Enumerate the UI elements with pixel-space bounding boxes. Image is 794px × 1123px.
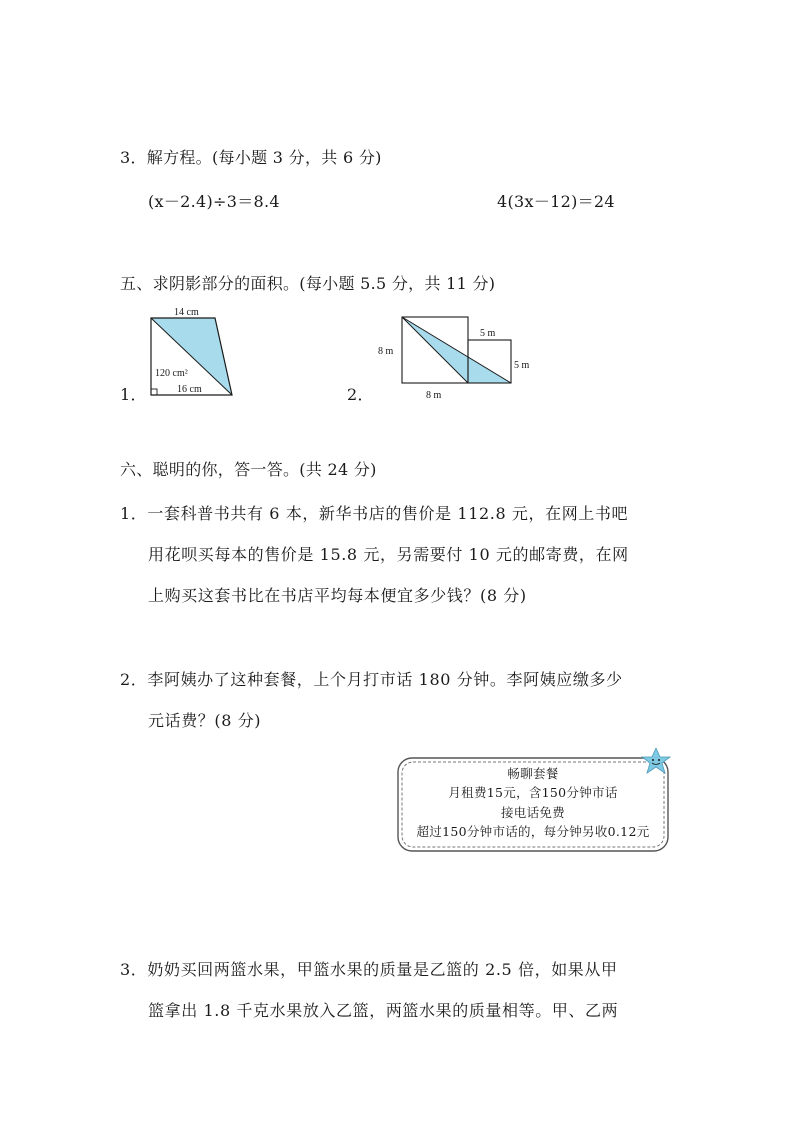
label-left: 8 m [378,346,394,357]
equation-2: 4(3x－12)＝24 [497,192,615,211]
problem-3-line-2: 篮拿出 1.8 千克水果放入乙篮，两篮水果的质量相等。甲、乙两 [148,1001,619,1020]
problem-1-line-2: 用花呗买每本的售价是 15.8 元，另需要付 10 元的邮寄费，在网 [148,545,629,564]
section-5-heading: 五、求阴影部分的面积。(每小题 5.5 分，共 11 分) [120,274,496,293]
label-small-top: 5 m [480,328,496,339]
plan-line-3: 超过150分钟市话的，每分钟另收0.12元 [416,824,650,839]
label-area: 120 cm² [155,368,188,379]
problem-2-line-2: 元话费？(8 分) [148,711,262,730]
plan-line-2: 接电话免费 [500,805,565,820]
plan-title: 畅聊套餐 [507,766,559,781]
label-top: 14 cm [174,307,199,318]
figure-2-squares [370,310,545,402]
label-bottom: 16 cm [177,384,202,395]
label-small-right: 5 m [514,360,530,371]
problem-2-line-1: 2．李阿姨办了这种套餐，上个月打市话 180 分钟。李阿姨应缴多少 [120,670,623,689]
plan-line-1: 月租费15元，含150分钟市话 [448,785,618,800]
problem-1-line-3: 上购买这套书比在书店平均每本便宜多少钱？(8 分) [148,586,527,605]
label-bottom: 8 m [426,390,442,401]
figure-2-number: 2． [347,385,374,404]
section-6-heading: 六、聪明的你，答一答。(共 24 分) [120,460,377,479]
q3-heading: 3．解方程。(每小题 3 分，共 6 分) [120,148,382,167]
right-angle-mark [151,389,157,395]
plan-card [396,748,678,856]
figure-1-trapezoid [145,303,240,398]
problem-1-line-1: 1．一套科普书共有 6 本，新华书店的售价是 112.8 元，在网上书吧 [120,504,629,523]
figure-1-number: 1． [120,385,147,404]
equation-1: (x－2.4)÷3＝8.4 [148,192,280,211]
problem-3-line-1: 3．奶奶买回两篮水果，甲篮水果的质量是乙篮的 2.5 倍，如果从甲 [120,960,618,979]
